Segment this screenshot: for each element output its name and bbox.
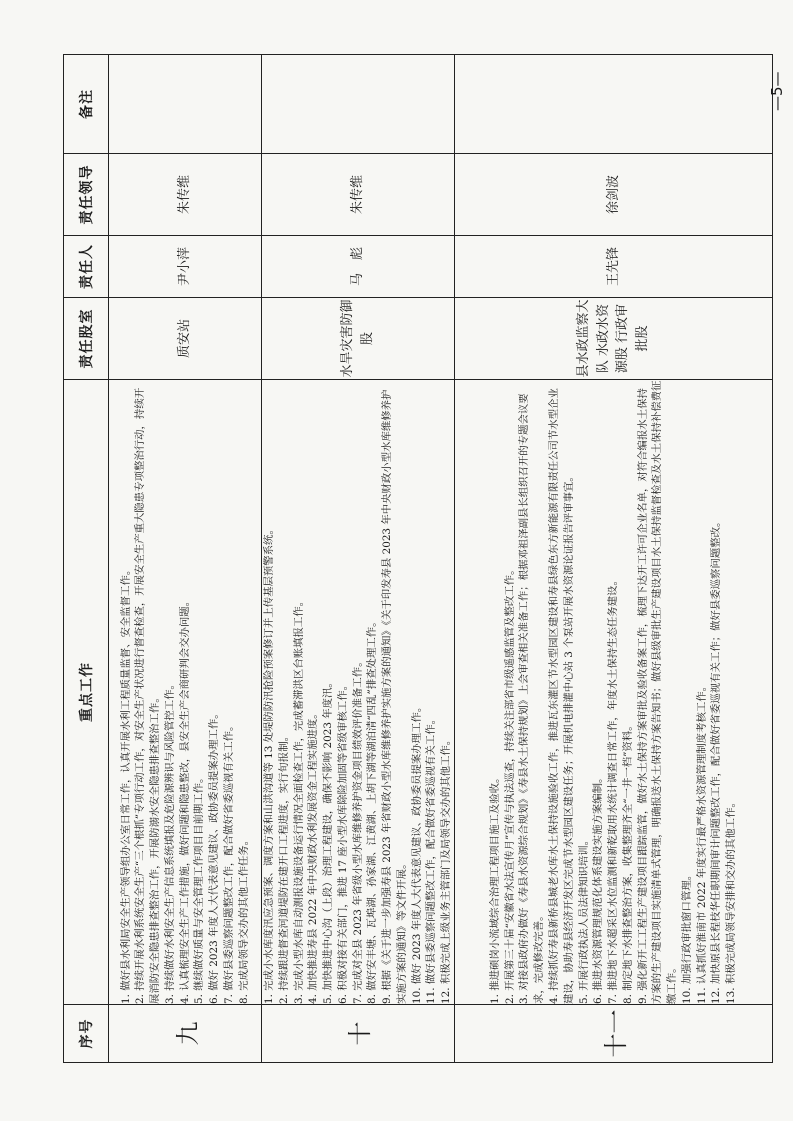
row-seq: 九 <box>109 1005 262 1063</box>
row-note <box>262 55 455 154</box>
work-item: 2. 持续开展水利系统安全生产“三个根抓”专项行动工作，对安全生产状况进行督查检查，开展安全生产重大隐患专项整治行动，持续开展消防安全隐患排查整治工作，开展防溺水安全隐患排查整治工作。 <box>134 387 162 1004</box>
work-item: 10. 做好 2023 年度人大代表意见建议、政协委员提案办理工作。 <box>410 701 423 1004</box>
row-person: 马 彪 <box>262 236 455 298</box>
page-number: —5— <box>768 71 786 111</box>
work-item: 11. 做好县委巡察问题整改工作，配合做好省委巡视有关工作。 <box>425 714 438 1004</box>
work-item: 1. 推进硕岗小流域综合治理工程项目施工及验收。 <box>488 772 501 1004</box>
header-work: 重点工作 <box>64 380 109 1005</box>
work-table <box>63 54 773 1063</box>
work-item: 1. 做好县水利局安全生产领导组办公室日常工作，认真开展水利工程质量监督、安全监督工作。 <box>119 564 132 1004</box>
work-item: 7. 推进地下水超采区水位监测和新乾取用水统计调查日常工作，年度水土保持生态任务建设。 <box>607 575 620 1004</box>
row-leader: 朱传维 <box>262 154 455 236</box>
work-item: 5. 开展行政执法人员法律知识培训。 <box>577 834 590 1004</box>
row-work <box>109 380 262 1005</box>
row-work <box>454 380 772 1005</box>
work-item: 13. 积极完成局领导安排和交办的其他工作。 <box>725 797 738 1004</box>
row-dept: 质安站 <box>109 298 262 380</box>
work-item: 5. 继续做好质量与安全管理工作项目目前期工作。 <box>193 772 206 1004</box>
work-item: 12. 加快原县长程枝华任职期间审计问题整改工作，配合做好省委巡视有关工作；做好县委巡察问题整改。 <box>710 516 723 1004</box>
row-dept: 水旱灾害防御股 <box>262 298 455 380</box>
work-item: 3. 完成小型水库自动测报设施设备运行情况全面检查工作，完成蓄滞洪区台账填报工作。 <box>292 595 305 1004</box>
work-item: 12. 积极完成上级业务主管部门及局领导交办的其他工作。 <box>440 734 453 1004</box>
work-item: 7. 完成对全县 2023 年省级小型水库维修养护资金项目绩效评价准备工作。 <box>351 656 364 1004</box>
work-item: 4. 加快推进寿县 2022 年中央财政水利发展资金工程实施进度。 <box>307 708 320 1004</box>
work-item: 10. 加强行政审批窗口管理。 <box>680 869 693 1004</box>
row-seq: 十一 <box>454 1005 772 1063</box>
work-item: 6. 积极对接有关部门，推进 17 座小型水库除险加固等省级审核工作。 <box>336 680 349 1004</box>
work-item: 4. 持续抓好寿县新桥县城老水库水土保持设施验收工作，推进瓦东灌区节水型园区建设和寿县绿色东方新能源有限责任公司节水型企业建设，协助寿县经济开发区完成节水型园区建设任务；开展机电排灌中心站 3 个泵站开展水资源论证报告评审事宜。 <box>548 388 575 1004</box>
table-header-row <box>64 55 109 1063</box>
row-person: 尹小萍 <box>109 236 262 298</box>
row-note <box>454 55 772 154</box>
row-person: 王先锋 <box>454 236 772 298</box>
header-seq: 序号 <box>64 1005 109 1063</box>
work-item: 2. 持续跟进督查河道堤防在建开口工程进度，实行旬报制。 <box>277 731 290 1004</box>
row-work <box>262 380 455 1005</box>
header-dept: 责任股室 <box>64 298 109 380</box>
work-item: 5. 加快推进中心沟（上段）治理工程建设，确保不影响 2023 年度汛。 <box>322 677 335 1004</box>
header-leader: 责任领导 <box>64 154 109 236</box>
work-item: 3. 持续做好水利安全生产信息系统填报及危险源辨识与风险管控工作。 <box>163 679 176 1004</box>
table-row <box>262 55 455 1063</box>
row-dept: 县水政监察大队 水政水资源股 行政审批股 <box>454 298 772 380</box>
row-note <box>109 55 262 154</box>
work-item: 8. 制定地下水排查整治方案，收集整理齐全“一井一档”资料。 <box>621 720 634 1004</box>
work-item: 6. 推进水资源管理规范化体系建设实施方案编制。 <box>592 772 605 1004</box>
row-leader: 朱传维 <box>109 154 262 236</box>
table-row <box>109 55 262 1063</box>
work-item: 11. 认真抓好淮南市 2022 年度实行最严格水资源管理制度考核工作。 <box>695 680 708 1004</box>
work-item: 8. 完成局领导交办的其他工作任务。 <box>237 834 250 1004</box>
work-item: 8. 做好安丰塘、瓦埠湖、孙家湖、江黄湖、上胡下湖等湖泊清“四乱”排查处理工作。 <box>366 616 379 1004</box>
work-item: 1. 完成小水库度汛应急预案、调度方案和山洪沟道等 13 处堤防防汛抢险预案修订并上传基层预警系统。 <box>263 524 275 1004</box>
row-seq: 十 <box>262 1005 455 1063</box>
header-note: 备注 <box>64 55 109 154</box>
work-item: 3. 对接县政府办做好《寿县水资源综合规划》《寿县水土保持规划》上会审查相关准备工作；根据邓祖泽副县长组织召开的专题会议要求，完成修改完善。 <box>518 393 546 1004</box>
work-item: 9. 强化新开工工程生产建设项目跟踪监管，做好水土保持方案审批及验收备案工作，梳理下达开工许可企业名单，对符合编报水土保持方案的生产建设项目实施清单式管理，明确报送水土保持方案告知书；做好县级审批生产建设项目水土保持监督检查及水土保持补偿费征缴工作。 <box>636 380 679 1004</box>
header-person: 责任人 <box>64 236 109 298</box>
work-item: 7. 做好县委巡察问题整改工作，配合做好省委巡视有关工作。 <box>222 720 235 1004</box>
work-item: 2. 开展第三十届“安徽省水法宣传月”宣传与执法巡查，持续关注部省市级遥感监管及整改工作。 <box>503 564 516 1004</box>
row-leader: 徐剑波 <box>454 154 772 236</box>
work-item: 6. 做好 2023 年度人大代表意见建议、政协委员提案办理工作。 <box>208 708 221 1004</box>
work-item: 4. 认真梳理安全生产工作措施，做好问题和隐患整改，县安全生产会商研判会交办问题。 <box>178 595 191 1004</box>
table-row <box>454 55 772 1063</box>
work-item: 9. 根据《关于进一步加强寿县 2023 年省财政小型水库维修养护实施方案的通知》《关于印发寿县 2023 年中央财政小型水库维修养护实施方案的通知》等文件开展。 <box>381 389 408 1004</box>
